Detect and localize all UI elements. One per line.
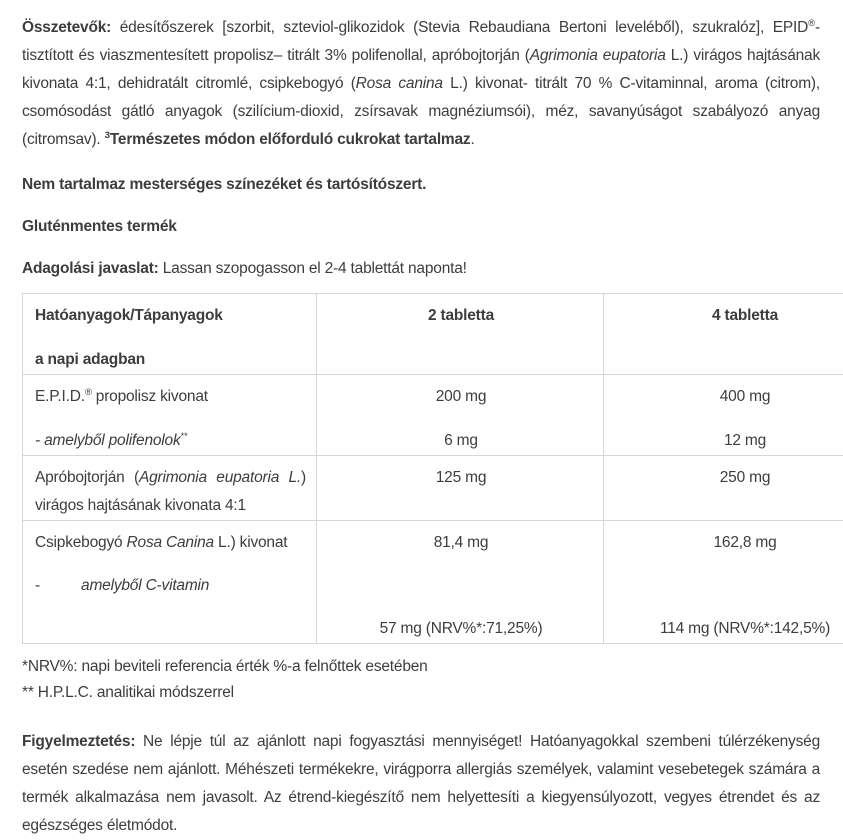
dosage-paragraph: Adagolási javaslat: Lassan szopogasson el 2-4 tablettát naponta! (22, 260, 467, 277)
polyphenols-4tab-value: 12 mg (723, 432, 767, 449)
warning-paragraph: Figyelmeztetés: Ne lépje túl az ajánlott napi fogyasztási mennyiséget! Hatóanyagokkal szembeni túlérzékenység esetén szedése nem ajánlott. Méhészeti termékekre, virágporra allergiás személyek, valamint vesebetegek számára a termék alkalmazása nem javasolt. Az étrend-kiegészítő nem helyettesíti a kiegyensúlyozott, vegyes étrendet és az egészséges életmódot. (22, 733, 820, 834)
header-cell-2-tablets (317, 294, 604, 375)
propolis-2tab-value: 200 mg (435, 388, 487, 405)
vitamin-c-4tab-value: 114 mg (NRV%*:142,5%) (659, 620, 831, 637)
polyphenols-2tab-value: 6 mg (444, 432, 478, 449)
no-artificial-additives-note: Nem tartalmaz mesterséges színezéket és tartósítószert. (22, 176, 427, 193)
cell-agrimony-2tab (317, 456, 604, 521)
table-row-propolis (23, 375, 843, 456)
cell-agrimony-name (23, 456, 317, 521)
header-2-tablets-label: 2 tabletta (427, 307, 495, 324)
header-cell-4-tablets (604, 294, 843, 375)
propolis-4tab-value: 400 mg (719, 388, 771, 405)
cell-rosehip-name (23, 521, 317, 644)
cell-rosehip-2tab (317, 521, 604, 644)
agrimony-2tab-value: 125 mg (435, 469, 487, 486)
table-row-rosehip (23, 521, 843, 644)
rosehip-name: Csipkebogyó Rosa Canina L.) kivonat (35, 534, 288, 551)
nutrition-table (22, 293, 843, 644)
agrimony-name: Apróbojtorján (Agrimonia eupatoria L.) virágos hajtásának kivonata 4:1 (35, 469, 306, 514)
cell-propolis-4tab (604, 375, 843, 456)
table-header-row (23, 294, 843, 375)
cell-rosehip-4tab (604, 521, 843, 644)
header-nutrients-line1: Hatóanyagok/Tápanyagok (35, 307, 223, 324)
propolis-polyphenols: - amelyből polifenolok** (35, 430, 188, 449)
agrimony-4tab-value: 250 mg (719, 469, 771, 486)
cell-agrimony-4tab (604, 456, 843, 521)
ingredients-paragraph: Összetevők: édesítőszerek [szorbit, szteviol-glikozidok (Stevia Rebaudiana Bertoni leveléből), szukralóz], EPID®- tisztított és viaszmentesített propolisz– titrált 3% polifenollal, apróbojtorján (Agrimonia eupatoria L.) virágos hajtásának kivonata 4:1, dehidratált citromlé, csipkebogyó (Rosa canina L.) kivonat- titrált 70 % C-vitaminnal, aroma (citrom), csomósodást gátló anyagok (szilícium-dioxid, zsírsavak magnéziumsói), méz, savanyúságot szabályozó anyag (citromsav). $^3$Természetes módon előforduló cukrokat tartalmaz. (22, 17, 821, 148)
footnote-hplc: ** H.P.L.C. analitikai módszerrel (22, 684, 234, 701)
header-4-tablets-label: 4 tabletta (711, 307, 779, 324)
header-nutrients-line2: a napi adagban (35, 351, 146, 368)
footnotes-block (22, 654, 820, 706)
table-row-agrimony (23, 456, 843, 521)
cell-propolis-2tab (317, 375, 604, 456)
footnote-nrv: *NRV%: napi beviteli referencia érték %-a felnőttek esetében (22, 658, 428, 675)
header-cell-nutrients (23, 294, 317, 375)
rosehip-4tab-value: 162,8 mg (713, 534, 777, 551)
rosehip-2tab-value: 81,4 mg (433, 534, 489, 551)
gluten-free-note: Gluténmentes termék (22, 218, 177, 235)
rosehip-vitamin-c: - amelyből C-vitamin (35, 577, 210, 594)
cell-propolis-name (23, 375, 317, 456)
propolis-name: E.P.I.D.® propolisz kivonat (35, 386, 208, 405)
vitamin-c-2tab-value: 57 mg (NRV%*:71,25%) (379, 620, 543, 637)
